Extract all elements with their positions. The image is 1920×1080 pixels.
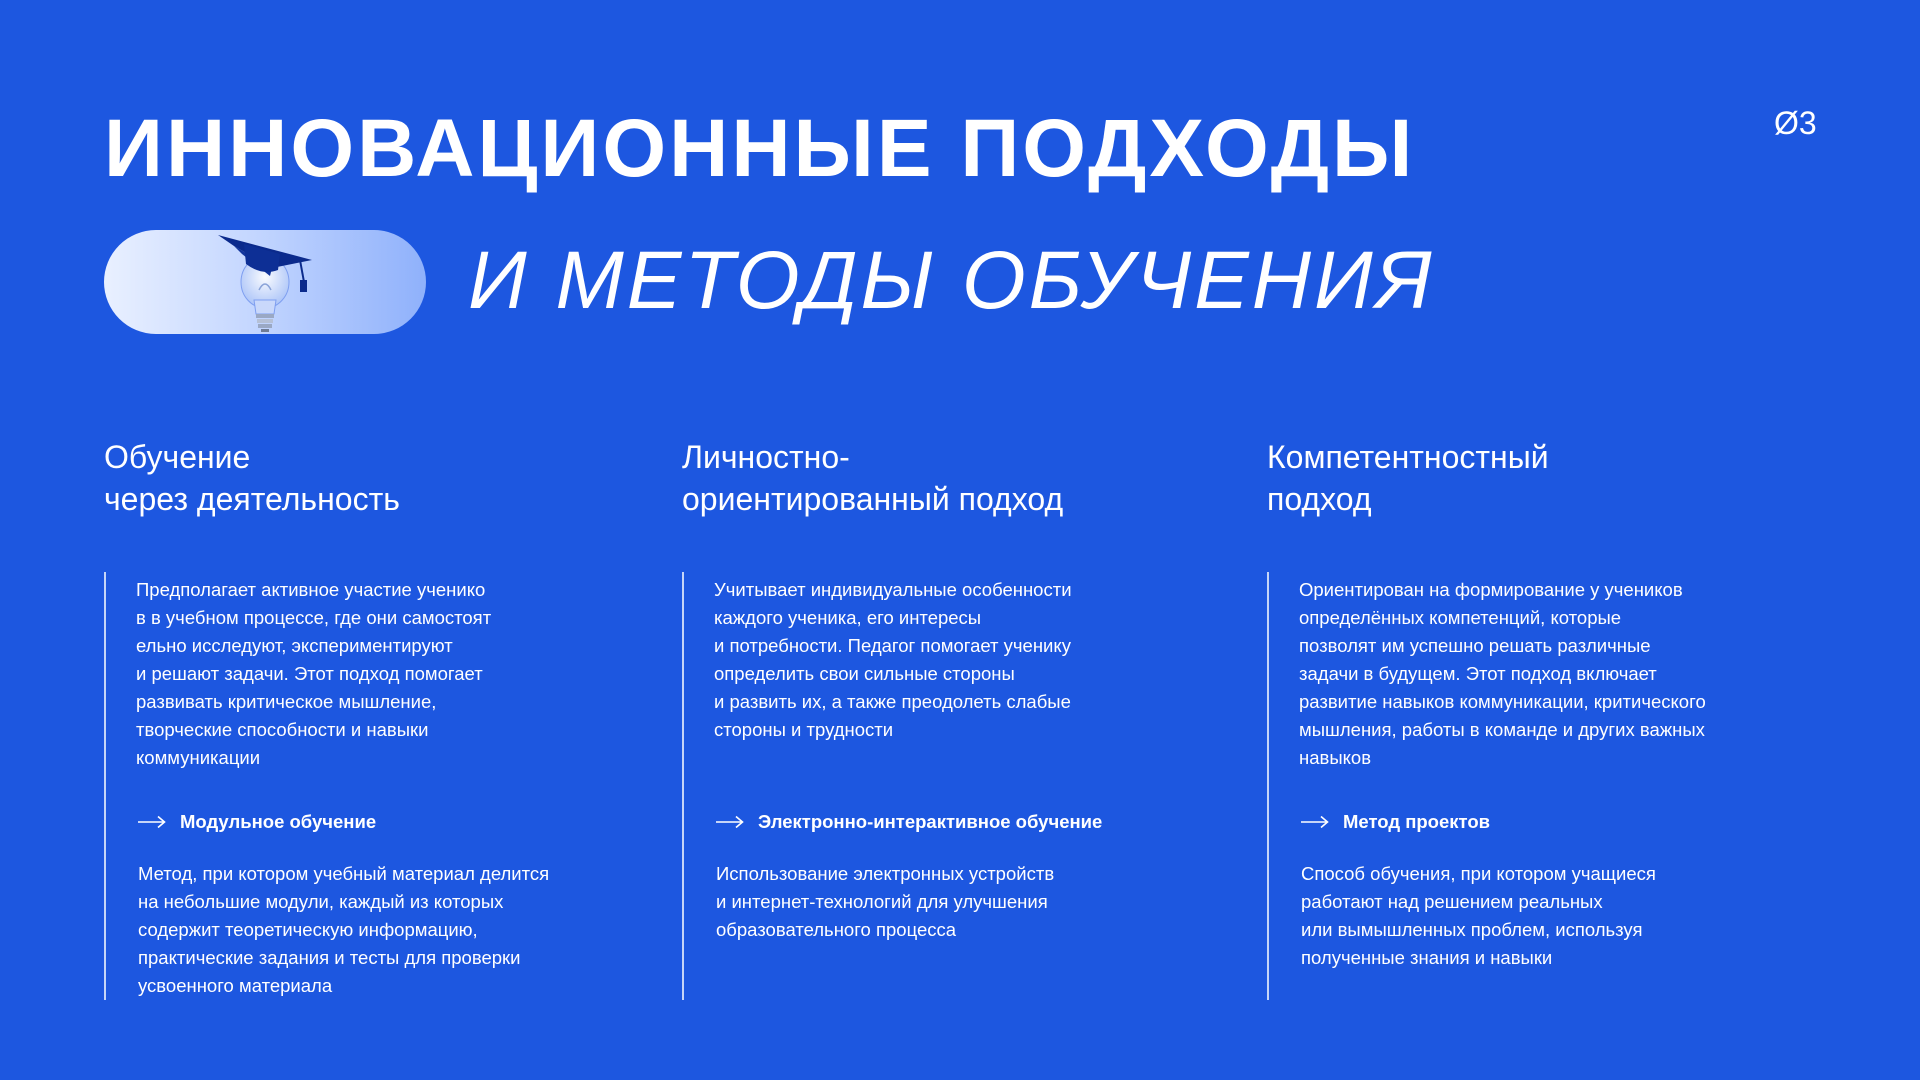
column-body bbox=[1267, 572, 1829, 1000]
description-line: развитие навыков коммуникации, критического bbox=[1299, 691, 1706, 712]
description-line: и потребности. Педагог помогает ученику bbox=[714, 635, 1071, 656]
description-line: Предполагает активное участие ученико bbox=[136, 579, 486, 600]
slide-number: Ø3 bbox=[1774, 105, 1817, 141]
description-line: творческие способности и навыки bbox=[136, 719, 429, 740]
column-body bbox=[682, 572, 1244, 1000]
column-heading bbox=[1267, 436, 1827, 532]
slide-title-line-1: ИННОВАЦИОННЫЕ ПОДХОДЫ bbox=[104, 103, 1416, 194]
description-line: позволят им успешно решать различные bbox=[1299, 635, 1651, 656]
column-description bbox=[1299, 572, 1829, 772]
column-heading-line: ориентированный подход bbox=[682, 481, 1064, 517]
method-subheading-label: Электронно-интерактивное обучение bbox=[758, 811, 1103, 832]
approach-column-competence bbox=[1267, 436, 1827, 968]
method-description-line: практические задания и тесты для проверки bbox=[138, 947, 521, 968]
approach-column-personal bbox=[682, 436, 1242, 940]
method-description-line: на небольшие модули, каждый из которых bbox=[138, 891, 504, 912]
column-description bbox=[136, 572, 666, 772]
description-line: и решают задачи. Этот подход помогает bbox=[136, 663, 483, 684]
column-heading-line: Личностно- bbox=[682, 439, 850, 475]
method-description bbox=[138, 860, 549, 1000]
description-line: определить свои сильные стороны bbox=[714, 663, 1015, 684]
method-subheading bbox=[1301, 808, 1490, 836]
method-description-line: и интернет-технологий для улучшения bbox=[716, 891, 1048, 912]
method-description-line: образовательного процесса bbox=[716, 919, 957, 940]
description-line: стороны и трудности bbox=[714, 719, 894, 740]
description-line: ельно исследуют, экспериментируют bbox=[136, 635, 453, 656]
arrow-right-icon bbox=[1301, 815, 1329, 829]
method-description-line: усвоенного материала bbox=[138, 975, 333, 996]
description-line: Учитывает индивидуальные особенности bbox=[714, 579, 1072, 600]
hero-image-pill bbox=[104, 230, 426, 334]
method-description bbox=[716, 860, 1054, 944]
method-description-line: содержит теоретическую информацию, bbox=[138, 919, 478, 940]
method-description-line: Использование электронных устройств bbox=[716, 863, 1055, 884]
description-line: в в учебном процессе, где они самостоят bbox=[136, 607, 492, 628]
column-description bbox=[714, 572, 1244, 744]
method-description-line: работают над решением реальных bbox=[1301, 891, 1603, 912]
lightbulb-graduation-cap-icon bbox=[104, 230, 426, 334]
column-heading-line: Компетентностный bbox=[1267, 439, 1549, 475]
description-line: мышления, работы в команде и других важных bbox=[1299, 719, 1705, 740]
description-line: коммуникации bbox=[136, 747, 261, 768]
arrow-right-icon bbox=[138, 815, 166, 829]
method-subheading bbox=[716, 808, 1102, 836]
method-description-line: или вымышленных проблем, используя bbox=[1301, 919, 1643, 940]
description-line: Ориентирован на формирование у учеников bbox=[1299, 579, 1683, 600]
description-line: определённых компетенций, которые bbox=[1299, 607, 1622, 628]
column-heading bbox=[682, 436, 1242, 532]
column-heading bbox=[104, 436, 664, 532]
method-subheading bbox=[138, 808, 376, 836]
method-subheading-label: Метод проектов bbox=[1343, 811, 1491, 832]
approach-column-activity bbox=[104, 436, 664, 996]
arrow-right-icon bbox=[716, 815, 744, 829]
description-line: каждого ученика, его интересы bbox=[714, 607, 982, 628]
description-line: развивать критическое мышление, bbox=[136, 691, 437, 712]
column-heading-line: Обучение bbox=[104, 439, 251, 475]
description-line: навыков bbox=[1299, 747, 1372, 768]
slide-title-line-2: И МЕТОДЫ ОБУЧЕНИЯ bbox=[468, 235, 1435, 326]
column-heading-line: подход bbox=[1267, 481, 1372, 517]
column-body bbox=[104, 572, 666, 1000]
method-description-line: полученные знания и навыки bbox=[1301, 947, 1553, 968]
method-description-line: Метод, при котором учебный материал делится bbox=[138, 863, 550, 884]
method-subheading-label: Модульное обучение bbox=[180, 811, 377, 832]
description-line: задачи в будущем. Этот подход включает bbox=[1299, 663, 1657, 684]
method-description bbox=[1301, 860, 1656, 972]
column-heading-line: через деятельность bbox=[104, 481, 400, 517]
description-line: и развить их, а также преодолеть слабые bbox=[714, 691, 1071, 712]
method-description-line: Способ обучения, при котором учащиеся bbox=[1301, 863, 1656, 884]
